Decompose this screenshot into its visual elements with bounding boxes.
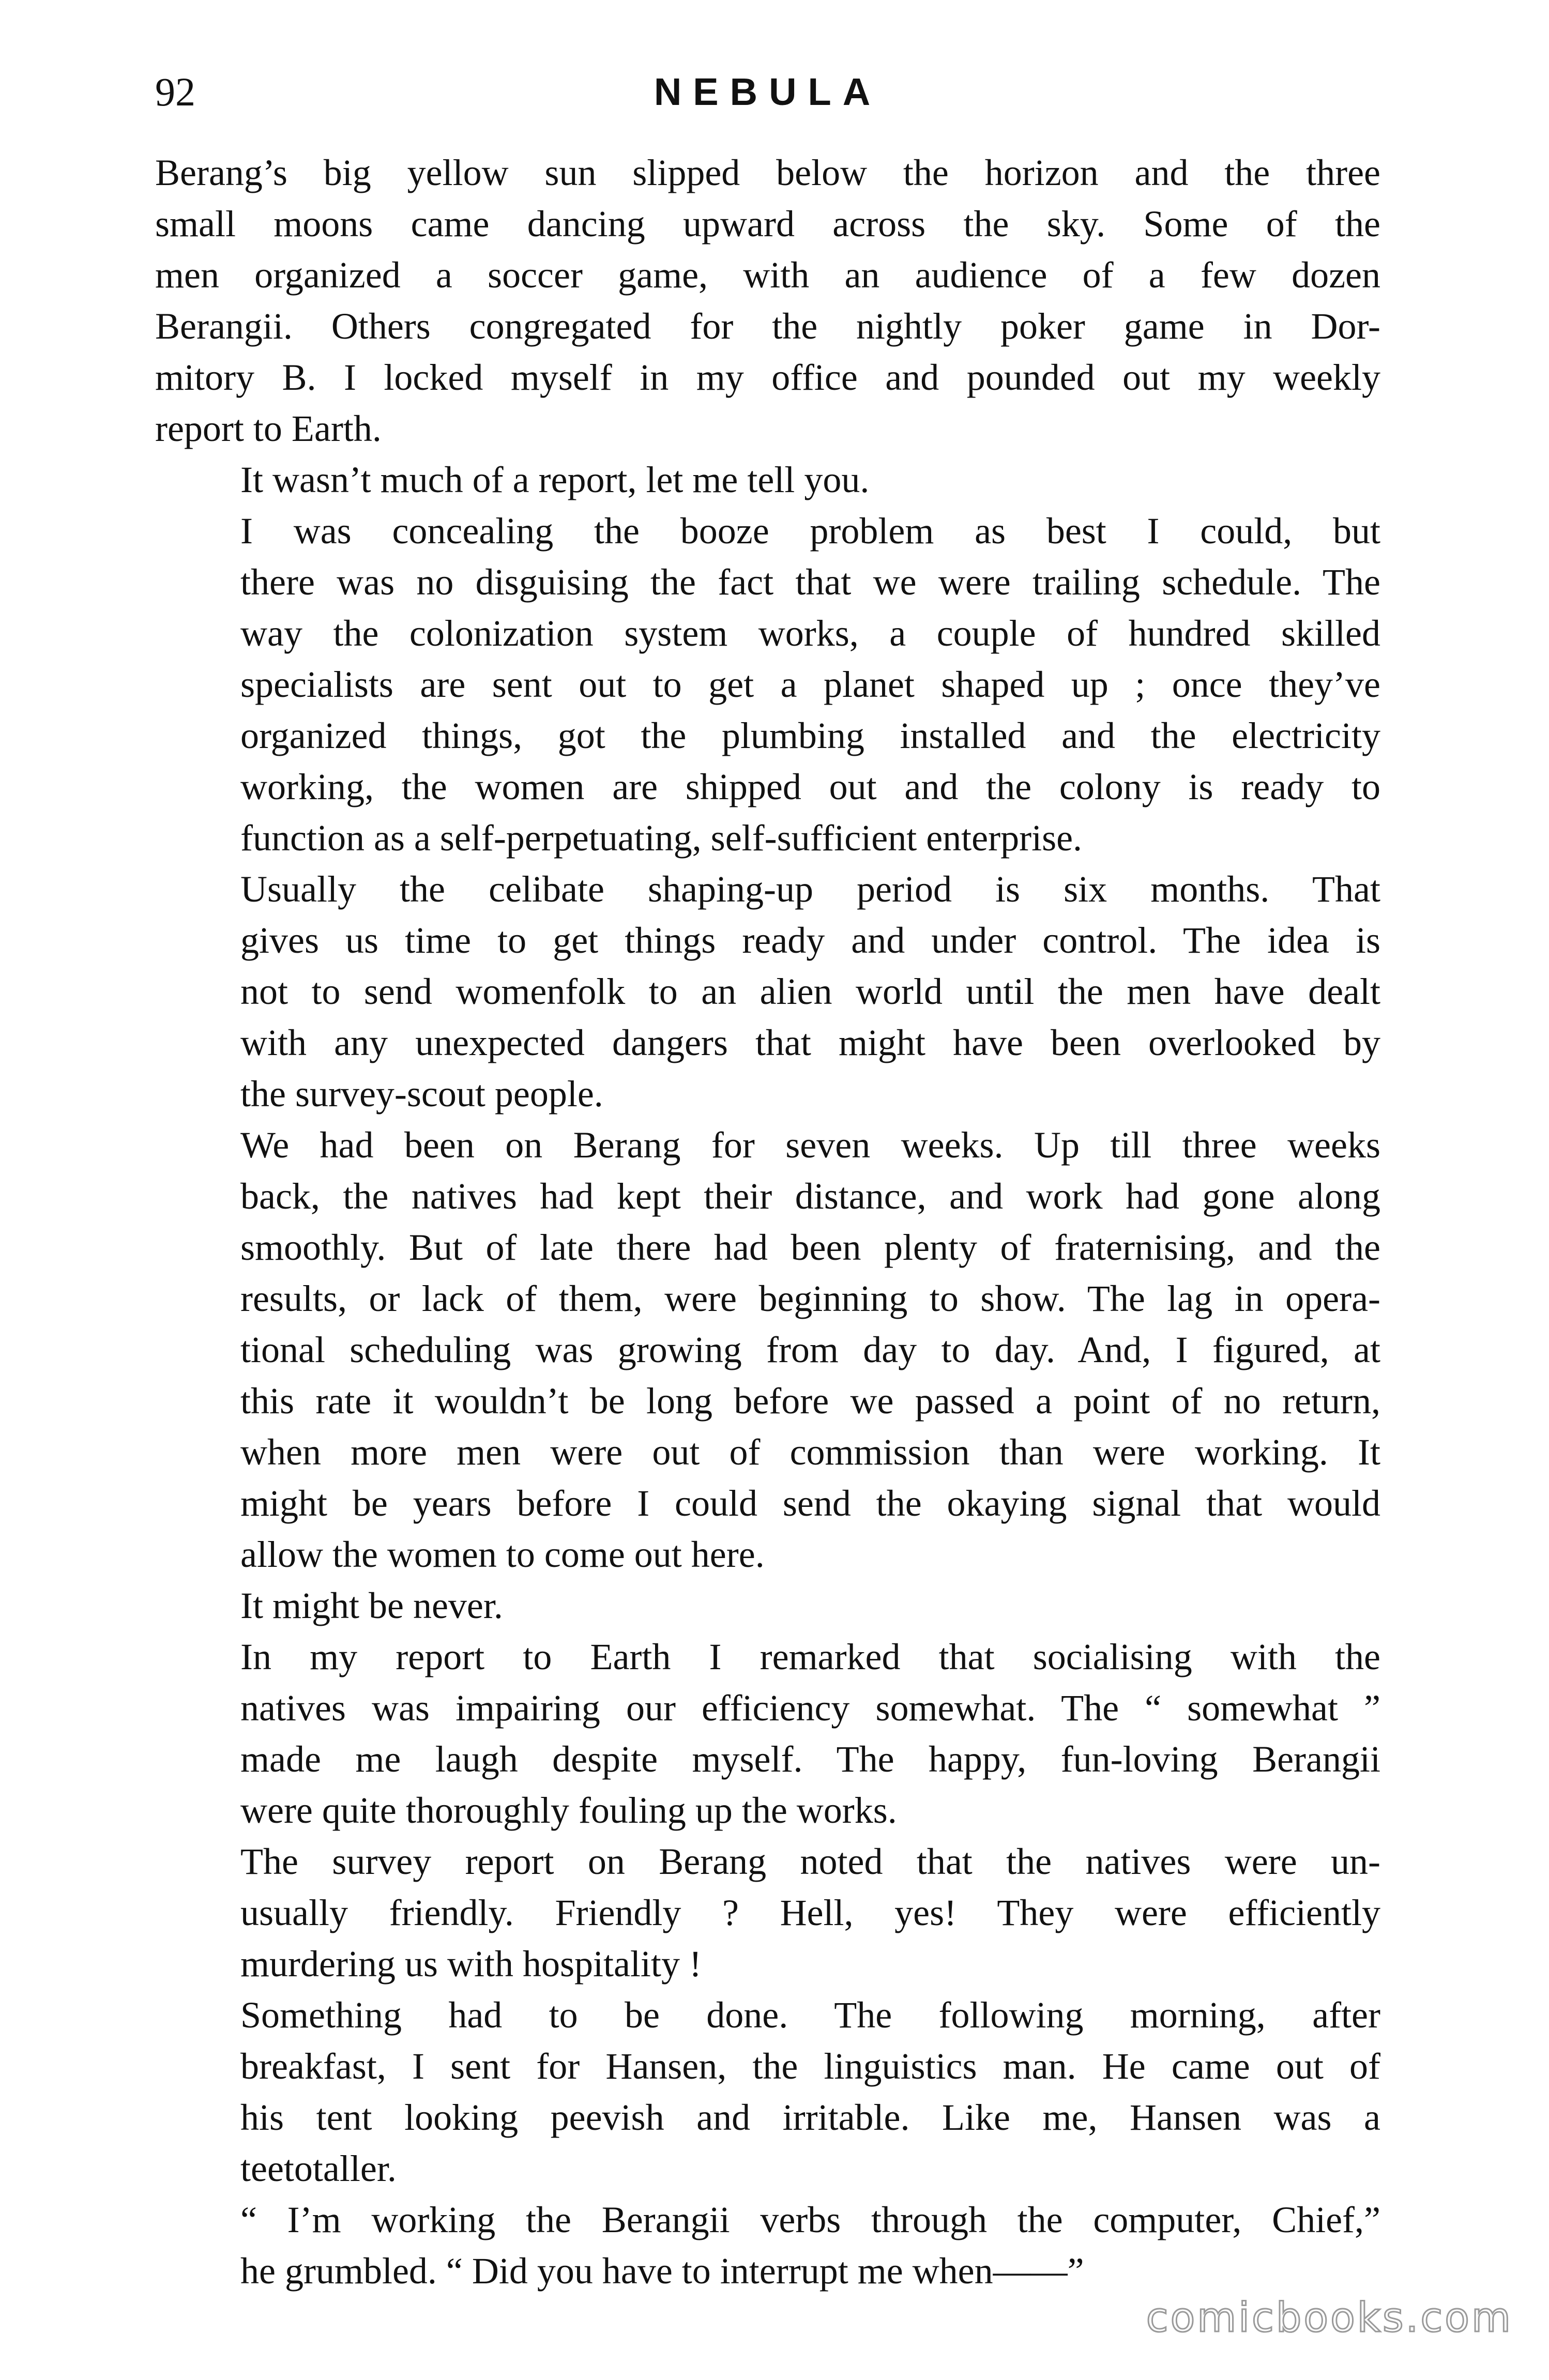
text-line: men organized a soccer game, with an audience of a few dozen [155, 254, 1380, 296]
text-line: he grumbled. “ Did you have to interrupt me when——” [240, 2250, 1084, 2292]
paragraph [155, 1836, 1380, 1990]
text-line: Berangii. Others congregated for the nightly poker game in Dor- [155, 306, 1380, 347]
paragraph [155, 147, 1380, 454]
paragraph [155, 864, 1380, 1120]
text-line: tional scheduling was growing from day to day. And, I figured, at [240, 1329, 1380, 1370]
text-line: working, the women are shipped out and the colony is ready to [240, 766, 1380, 807]
text-line: not to send womenfolk to an alien world until the men have dealt [240, 971, 1380, 1012]
text-line: mitory B. I locked myself in my office and pounded out my weekly [155, 357, 1380, 398]
text-line: with any unexpected dangers that might have been overlooked by [240, 1022, 1380, 1063]
text-line: natives was impairing our efficiency somewhat. The “ somewhat ” [240, 1687, 1380, 1729]
text-line: this rate it wouldn’t be long before we passed a point of no return, [240, 1380, 1380, 1422]
watermark: comicbooks.com [1146, 2295, 1513, 2341]
paragraph [155, 1631, 1380, 1836]
text-line: way the colonization system works, a couple of hundred skilled [240, 613, 1380, 654]
paragraph [155, 1120, 1380, 1580]
text-line: It wasn’t much of a report, let me tell you. [240, 459, 870, 500]
text-line: breakfast, I sent for Hansen, the linguistics man. He came out of [240, 2046, 1380, 2087]
text-line: It might be never. [240, 1585, 503, 1626]
running-head: NEBULA [654, 70, 882, 113]
paragraph [155, 1990, 1380, 2194]
text-line: “ I’m working the Berangii verbs through the computer, Chief,” [240, 2199, 1380, 2240]
text-line: teetotaller. [240, 2148, 397, 2189]
text-line: specialists are sent out to get a planet shaped up ; once they’ve [240, 664, 1380, 705]
text-line: were quite thoroughly fouling up the works. [240, 1790, 897, 1831]
text-line: back, the natives had kept their distance, and work had gone along [240, 1176, 1380, 1217]
text-line: Usually the celibate shaping-up period is six months. That [240, 868, 1380, 910]
text-line: results, or lack of them, were beginning to show. The lag in opera- [240, 1278, 1380, 1319]
text-line: his tent looking peevish and irritable. Like me, Hansen was a [240, 2097, 1380, 2138]
paragraph [155, 454, 1380, 506]
text-line: there was no disguising the fact that we were trailing schedule. The [240, 561, 1380, 603]
text-line: report to Earth. [155, 408, 382, 449]
text-line: might be years before I could send the okaying signal that would [240, 1483, 1380, 1524]
paragraph [155, 2194, 1380, 2297]
text-line: The survey report on Berang noted that the natives were un- [240, 1841, 1380, 1882]
text-line: usually friendly. Friendly ? Hell, yes! They were efficiently [240, 1892, 1380, 1933]
text-line: I was concealing the booze problem as best I could, but [240, 510, 1380, 552]
text-line: murdering us with hospitality ! [240, 1943, 702, 1985]
text-line: made me laugh despite myself. The happy, fun-loving Berangii [240, 1738, 1380, 1780]
text-line: In my report to Earth I remarked that socialising with the [240, 1636, 1380, 1677]
page-number: 92 [155, 69, 195, 114]
body-text [155, 147, 1380, 2297]
text-line: Berang’s big yellow sun slipped below the horizon and the three [155, 152, 1380, 193]
text-line: function as a self-perpetuating, self-sufficient enterprise. [240, 817, 1083, 859]
paragraph [155, 1580, 1380, 1631]
text-line: allow the women to come out here. [240, 1534, 765, 1575]
text-line: the survey-scout people. [240, 1073, 603, 1115]
text-line: smoothly. But of late there had been plenty of fraternising, and the [240, 1227, 1380, 1268]
paragraph [155, 506, 1380, 864]
text-line: when more men were out of commission than were working. It [240, 1431, 1380, 1473]
text-line: Something had to be done. The following morning, after [240, 1994, 1380, 2036]
text-line: small moons came dancing upward across the sky. Some of the [155, 203, 1380, 245]
text-line: organized things, got the plumbing installed and the electricity [240, 715, 1380, 756]
page-header [155, 62, 1380, 124]
text-line: gives us time to get things ready and under control. The idea is [240, 920, 1380, 961]
text-line: We had been on Berang for seven weeks. Up till three weeks [240, 1124, 1380, 1166]
